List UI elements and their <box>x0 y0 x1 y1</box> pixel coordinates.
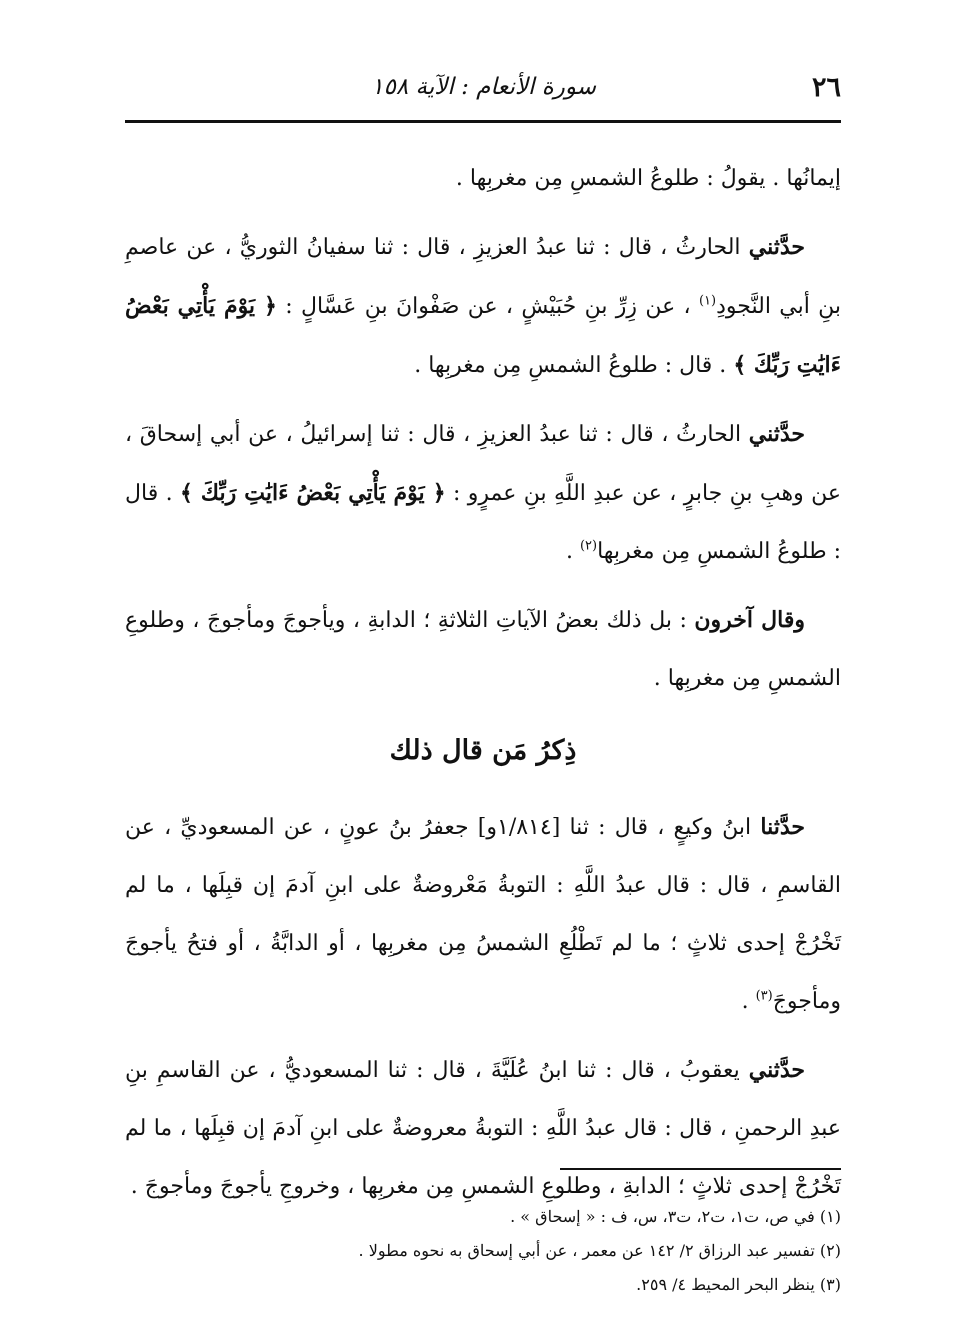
quran-quote: ﴿ يَوْمَ يَأْتِي بَعْضُ ءَايَٰتِ رَبِّكَ ﴾ <box>179 480 446 506</box>
page-header <box>125 72 841 112</box>
footnote: (٢) تفسير عبد الرزاق ٢/ ١٤٢ عن معمر ، عن أبي إسحاق به نحوه مطولا . <box>358 1241 841 1260</box>
paragraph-text: الحارثُ ، قال : ثنا عبدُ العزيزِ ، قال : ثنا إسرائيلُ ، عن أبي إسحاقَ ، عن وهبِ بنِ جابرٍ ، عن عبدِ اللَّهِ بنِ عمرٍو : <box>125 422 841 506</box>
running-title: سورة الأنعام : الآية ١٥٨ <box>371 74 596 100</box>
quran-quote: ﴿ يَوْمَ يَأْتِي بَعْضُ ءَايَٰتِ رَبِّكَ ﴾ <box>125 293 841 378</box>
paragraph-text: . قال : طلوعُ الشمسِ مِن مغربِها <box>125 481 841 564</box>
hadith-paragraph <box>125 798 841 1031</box>
paragraph-text: ابنُ وكيعٍ ، قال : ثنا [١/٨١٤و] جعفرُ بنُ عونٍ ، عن المسعوديِّ ، عن القاسمِ ، قال : قال عبدُ اللَّهِ : التوبةُ مَعْروضةٌ على ابنِ آدمَ إن قبِلَها ، ما لم تَخْرُجْ إحدى ثلاثٍ ؛ ما لم تَطْلُعِ الشمسُ مِن مغربِها ، أو الدابَّةُ ، أو فتحُ يأجوجَ ومأجوجَ <box>125 815 841 1014</box>
hadith-paragraph <box>125 1041 841 1216</box>
paragraph-text: ، عن زِرِّ بنِ حُبَيْشٍ ، عن صَفْوانَ بنِ عَسَّالٍ : <box>285 294 691 319</box>
hadith-paragraph <box>125 405 841 581</box>
footnote-ref: (١) <box>698 293 717 309</box>
footnote-ref: (٣) <box>755 988 773 1004</box>
footnote-rule <box>560 1168 841 1170</box>
narration-lead: حدَّثنا <box>760 814 805 840</box>
narration-lead: وقال آخرون <box>694 607 806 633</box>
narration-lead: حدَّثني <box>748 1057 805 1083</box>
page-number: ٢٦ <box>811 72 841 103</box>
hadith-paragraph <box>125 218 841 395</box>
paragraph-text: . <box>741 989 749 1014</box>
narration-lead: حدَّثني <box>748 234 805 260</box>
paragraph-text: : بل ذلك بعضُ الآياتِ الثلاثةِ ؛ الدابةِ ، ويأجوجَ ومأجوجَ ، وطلوعِ الشمسِ مِن مغربِها . <box>125 608 841 691</box>
header-rule <box>125 120 841 123</box>
narration-lead: حدَّثني <box>748 421 805 447</box>
paragraph-text: الحارثُ ، قال : ثنا عبدُ العزيزِ ، قال : ثنا سفيانُ الثوريُّ ، عن عاصمِ بنِ أبي النَّجودِ <box>125 235 842 319</box>
paragraph-text: يعقوبُ ، قال : ثنا ابنُ عُلَيَّةَ ، قال : ثنا المسعوديُّ ، عن القاسمِ بنِ عبدِ الرحمنِ ، قال : قال عبدُ اللَّهِ : التوبةُ معروضةٌ على ابنِ آدمَ إن قبِلَها ، ما لم تَخْرُجْ إحدى ثلاثٍ ؛ الدابةِ ، وطلوعِ الشمسِ مِن مغربِها ، وخروجِ يأجوجَ ومأجوجَ . <box>125 1058 841 1199</box>
paragraph-text: . <box>565 539 573 564</box>
footnote-ref: (٢) <box>579 538 598 554</box>
footnote: (١) في ص، ت١، ت٢، ت٣، س، ف : « إسحاق » . <box>510 1207 841 1226</box>
footnotes <box>125 1200 841 1302</box>
main-text <box>125 150 841 1226</box>
footnote: (٣) ينظر البحر المحيط ٤/ ٢٥٩. <box>636 1275 841 1294</box>
paragraph-text: . قال : طلوعُ الشمسِ مِن مغربِها . <box>414 353 727 378</box>
paragraph-continuation <box>125 150 841 208</box>
paragraph-text: إيمانُها . يقولُ : طلوعُ الشمسِ مِن مغربِها . <box>455 166 841 191</box>
section-heading: ذِكرُ مَن قال ذلك <box>389 735 577 766</box>
opinion-paragraph <box>125 591 841 708</box>
